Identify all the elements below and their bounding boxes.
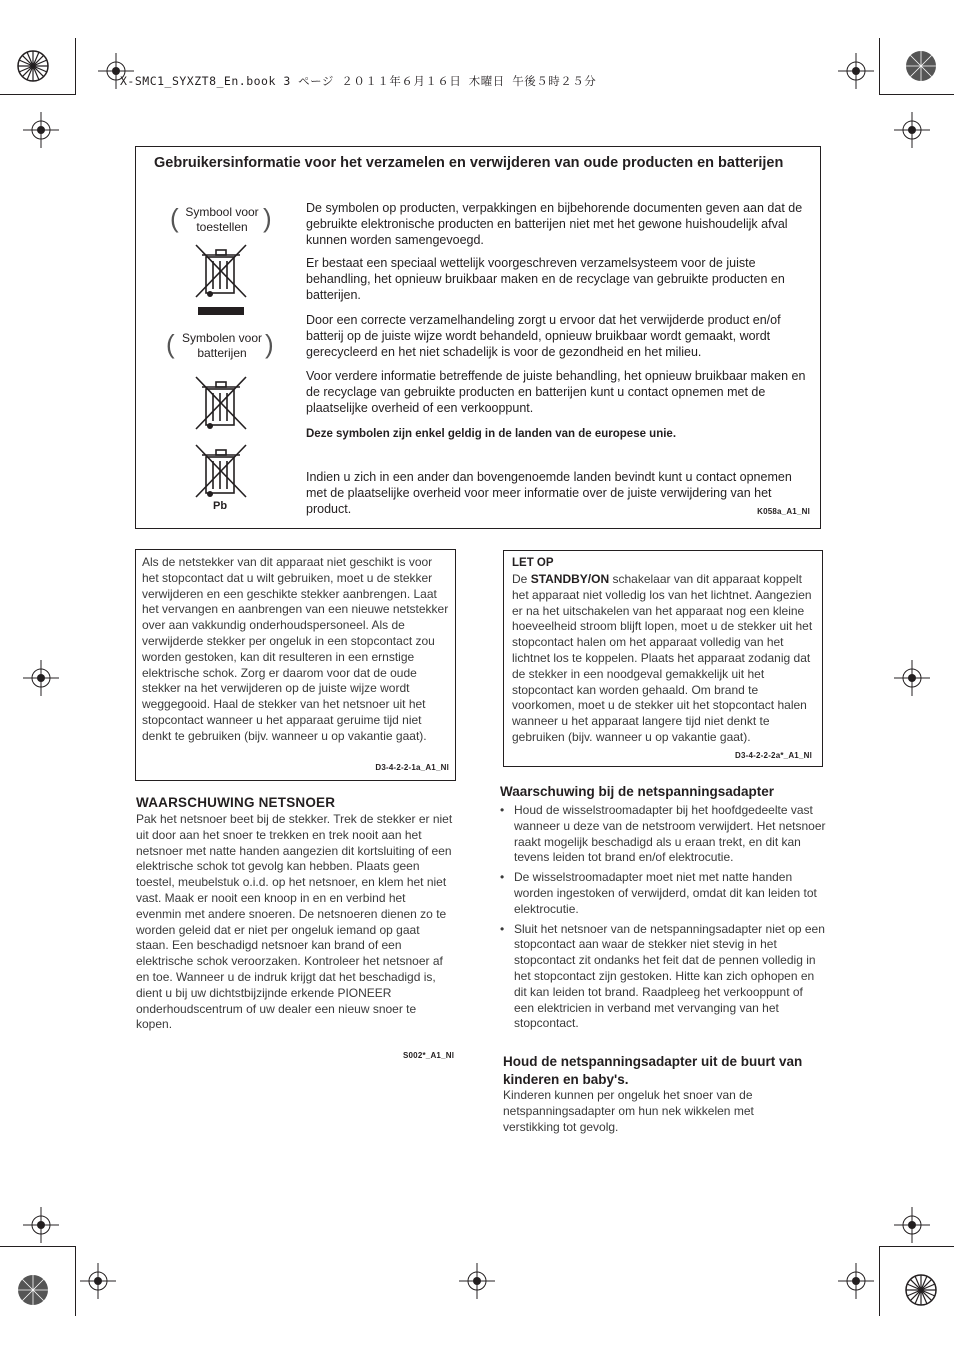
crop-line-bl-h (0, 1246, 75, 1247)
caution-box (503, 550, 823, 767)
crop-line-bl-v (75, 1246, 76, 1316)
children-text: Kinderen kunnen per ongeluk het snoer van de netspanningsadapter om hun nek wikkelen met verstikking tot gevolg. (503, 1088, 754, 1134)
registration-mark-mid-left (23, 660, 59, 696)
symbol-devices-label: Symbool voor toestellen (185, 205, 259, 234)
standby-on-label: STANDBY/ON (530, 572, 610, 586)
crop-line-tr-h (879, 94, 954, 95)
star-target-bottom-left (15, 1272, 51, 1308)
registration-mark-top-left-2 (23, 112, 59, 148)
print-header: X-SMC1_SYXZT8_En.book 3 ページ ２０１１年６月１６日 木曜日 午後５時２５分 (120, 74, 597, 88)
list-item: • Houd de wisselstroomadapter bij het hoofdgedeelte vast wanneer u deze van de netstroom verwijdert. Het netsnoer raakt mogelijk beschadigd als u eraan trekt, en dit kan tevens leiden tot brand en/of elektrocutie. (500, 803, 826, 866)
adapter-warning-heading: Waarschuwing bij de netspanningsadapter (500, 784, 775, 799)
recycling-paragraph-3: Door een correcte verzamelhandeling zorgt u ervoor dat het verwijderde product en/of batterij op de juiste wijze wordt behandeld, opnieuw bruikbaar wordt gemaakt, wordt gerecycleerd en het niet schadelijk is voor de gezondheid en het milieu. (306, 313, 781, 359)
registration-mark-mid-right (894, 660, 930, 696)
symbol-batteries-label: Symbolen voor batterijen (181, 331, 263, 360)
crop-line-br-v (879, 1246, 880, 1316)
registration-mark-bottom-right (838, 1263, 874, 1299)
list-item: • Sluit het netsnoer van de netspanningsadapter niet op een stopcontact aan waar de stekker niet stevig in het stopcontact zit ondanks het feit dat de pennen volledig in het stopcontact zijn gestoken. Hitte kan zich ophopen en dit kan leiden tot brand. Raadpleeg het verkooppunt of een elektricien in verband met vervanging van het stopcontact. (500, 922, 826, 1033)
star-target-bottom-right (903, 1272, 939, 1308)
star-target-top-right (903, 48, 939, 84)
registration-mark-bottom-left (80, 1263, 116, 1299)
crossed-bin-pb-icon (194, 441, 250, 506)
recycling-code: K058a_A1_Nl (757, 507, 810, 516)
recycling-paragraph-2: Er bestaat een speciaal wettelijk voorgeschreven verzamelsysteem voor de juiste behandling, het opnieuw bruikbaar maken en de recyclage van gebruikte producten en batterijen. (306, 256, 785, 302)
crop-line-tl-h (0, 94, 75, 95)
caution-text: De STANDBY/ON schakelaar van dit apparaat koppelt het apparaat niet volledig los van het lichtnet. Aangezien er na het uitschakelen van het apparaat nog een kleine hoeveelheid stroom blijft lopen, moet u de stekker uit het stopcontact halen om het apparaat volledig van het lichtnet los te koppelen. Plaats het apparaat zodanig dat de stekker in een noodgeval gemakkelijk uit het stopcontact kan worden gehaald. Om brand te voorkomen, moet u de stekker uit het stopcontact halen wanneer u het apparaat langere tijd niet denkt te gebruiken (bijv. wanneer u op vakantie gaat). (512, 572, 813, 744)
registration-mark-bottom-center (459, 1263, 495, 1299)
recycling-info-box: Gebruikersinformatie voor het verzamelen en verwijderen van oude producten en batterijen ( Symbool voor toestellen ) ( Symbolen voor batterijen ) Pb De symbolen op producten, verpakkingen en bijbehorende documenten geven aan dat de gebruikte elektronische producten en batterijen niet met het gewone huishoudelijk afval kunnen worden samengevoegd. Er bestaat een speciaal wettelijk voorgeschreven verzamelsysteem voor de juiste behandling, het opnieuw bruikbaar maken en de recyclage van gebruikte producten en batterijen. Door een correcte verzamelhandeling zorgt u ervoor dat het verwijderde product en/of batterij op de juiste wijze wordt behandeld, opnieuw bruikbaar wordt gemaakt, wordt gerecycleerd en het niet schadelijk is voor de gezondheid en het milieu. Voor verdere informatie betreffende de juiste behandling, het opnieuw bruikbaar maken en de recyclage van gebruikte producten en batterijen kunt u contact opnemen met de plaatselijke overheid of een verkooppunt. Deze symbolen zijn enkel geldig in de landen van de europese unie. Indien u zich in een ander dan bovengenoemde landen bevindt kunt u contact opnemen met de plaatselijke overheid voor meer informatie over de juiste verwijdering van het product. K058a_A1_Nl (135, 146, 821, 529)
star-target-top-left (15, 48, 51, 84)
recycling-title: Gebruikersinformatie voor het verzamelen en verwijderen van oude producten en batterijen (154, 155, 784, 171)
list-item: • De wisselstroomadapter moet niet met natte handen worden ingestoken of verwijderd, omdat dit kan leiden tot elektrocutie. (500, 870, 826, 917)
crop-line-tl-v (75, 38, 76, 95)
registration-mark-bottom-right-2 (894, 1207, 930, 1243)
recycling-last-paragraph: Indien u zich in een ander dan bovengenoemde landen bevindt kunt u contact opnemen met de plaatselijke overheid voor meer informatie over de juiste verwijdering van het product. (306, 470, 792, 516)
registration-mark-bottom-left-2 (23, 1207, 59, 1243)
recycling-eu-note: Deze symbolen zijn enkel geldig in de landen van de europese unie. (306, 428, 677, 440)
power-cord-text: Pak het netsnoer beet bij de stekker. Trek de stekker er niet uit door aan het snoer te trekken en trek nooit aan het netsnoer met natte handen aangezien dit kortsluiting of een elektrische schok tot gevolg kan hebben. Plaats geen toestel, meubelstuk o.i.d. op het netsnoer, en klem het niet vast. Maak er nooit een knoop in en en verbind het evenmin met andere snoeren. De netsnoeren dienen zo te worden geleid dat er niet per ongeluk iemand op gaat staan. Een beschadigd netsnoer kan brand of een elektrische schok veroorzaken. Kontroleer het netsnoer af en toe. Wanneer u de indruk krijgt dat het beschadigd is, dient u bij uw dichtstbijzijnde erkende PIONEER onderhoudscentrum of uw dealer een nieuw snoer te kopen. (136, 812, 453, 1032)
caution-code: D3-4-2-2-2a*_A1_Nl (735, 751, 812, 760)
pb-label: Pb (213, 500, 228, 512)
crossed-bin-icon (194, 241, 250, 322)
crop-line-br-h (879, 1246, 954, 1247)
adapter-warning-list (500, 803, 826, 1036)
plug-warning-code: D3-4-2-2-1a_A1_Nl (375, 763, 449, 772)
crop-line-tr-v (879, 38, 880, 95)
registration-mark-top-right (838, 53, 874, 89)
power-cord-code: S002*_A1_Nl (403, 1051, 455, 1060)
plug-warning-text: Als de netstekker van dit apparaat niet geschikt is voor het stopcontact dat u wilt gebruiken, moet u de stekker verwijderen en een geschikte stekker aanbrengen. Laat het vervangen en aanbrengen van een nieuwe netstekker over aan vakkundig onderhoudspersoneel. Als de verwijderde stekker per ongeluk in een stopcontact zou worden gestoken, kan dit resulteren in een ernstige elektrische schok. Zorg er daarom voor dat de oude stekker na het verwijderen op de juiste wijze wordt weggegooid. Haal de stekker van het netsnoer uit het stopcontact wanneer u het apparaat geruime tijd niet denkt te gebruiken (bijv. wanneer u op vakantie gaat). (142, 555, 449, 743)
recycling-paragraph-4: Voor verdere informatie betreffende de juiste behandling, het opnieuw bruikbaar maken en de recyclage van gebruikte producten en batterijen kunt u contact opnemen met de plaatselijke overheid of een verkooppunt. (306, 369, 806, 415)
registration-mark-top-right-2 (894, 112, 930, 148)
power-cord-heading: WAARSCHUWING NETSNOER (136, 795, 336, 810)
crossed-bin-battery-icon (194, 373, 250, 438)
recycling-paragraph-1: De symbolen op producten, verpakkingen en bijbehorende documenten geven aan dat de gebruikte elektronische producten en batterijen niet met het gewone huishoudelijk afval kunnen worden samengevoegd. (306, 201, 803, 247)
caution-title: LET OP (512, 557, 554, 569)
plug-warning-box (135, 549, 456, 781)
children-heading: Houd de netspanningsadapter uit de buurt van kinderen en baby's. (503, 1054, 803, 1087)
